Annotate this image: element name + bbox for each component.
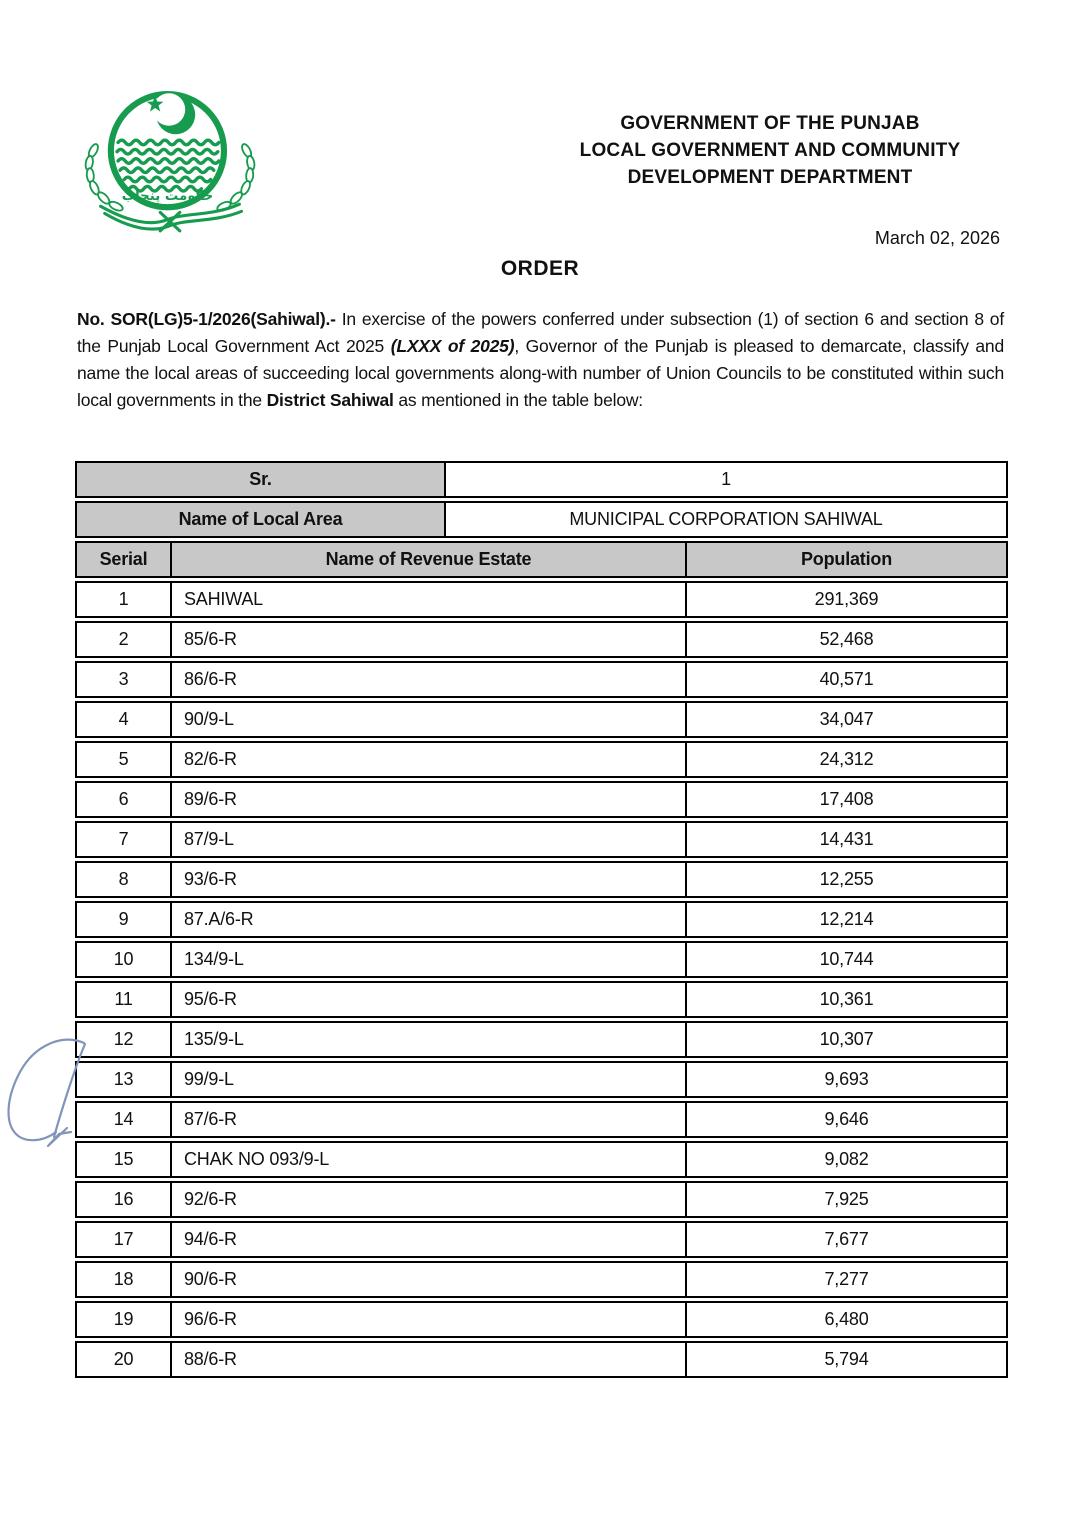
estate-cell: 92/6-R (170, 1181, 685, 1218)
estate-column-header: Name of Revenue Estate (170, 541, 685, 578)
estate-cell: 82/6-R (170, 741, 685, 778)
serial-cell: 16 (75, 1181, 170, 1218)
serial-column-header: Serial (75, 541, 170, 578)
population-cell: 14,431 (685, 821, 1008, 858)
estate-cell: 95/6-R (170, 981, 685, 1018)
estate-cell: 134/9-L (170, 941, 685, 978)
paragraph-text: , Governor of the Punjab is pleased to demarcate, classify and name the local areas of succeeding local governments along-with number of Union Councils to be constituted within such local governments in the (77, 336, 1004, 410)
population-cell: 9,693 (685, 1061, 1008, 1098)
table-row (75, 1301, 1008, 1338)
paragraph-text: as mentioned in the table below: (393, 390, 643, 410)
serial-cell: 4 (75, 701, 170, 738)
population-column-header: Population (685, 541, 1008, 578)
estate-cell: CHAK NO 093/9-L (170, 1141, 685, 1178)
serial-cell: 3 (75, 661, 170, 698)
estate-cell: 135/9-L (170, 1021, 685, 1058)
population-cell: 291,369 (685, 581, 1008, 618)
table-row (75, 741, 1008, 778)
table-header-row (75, 541, 1008, 578)
department-name-line: GOVERNMENT OF THE PUNJAB (620, 113, 920, 134)
population-cell: 7,277 (685, 1261, 1008, 1298)
estate-cell: 85/6-R (170, 621, 685, 658)
revenue-table-head (75, 541, 1008, 578)
table-row (75, 821, 1008, 858)
serial-cell: 5 (75, 741, 170, 778)
paragraph-text: In exercise of the powers conferred under subsection (1) of section 6 and section 8 of the Punjab Local Government Act 2025 (77, 309, 1004, 356)
order-title: ORDER (500, 257, 580, 280)
estate-cell: 90/6-R (170, 1261, 685, 1298)
estate-cell: 87.A/6-R (170, 901, 685, 938)
population-cell: 10,307 (685, 1021, 1008, 1058)
serial-cell: 9 (75, 901, 170, 938)
population-cell: 12,214 (685, 901, 1008, 938)
table-row (75, 861, 1008, 898)
serial-cell: 12 (75, 1021, 170, 1058)
table-row (75, 1141, 1008, 1178)
local-area-value-cell: MUNICIPAL CORPORATION SAHIWAL (444, 501, 1008, 538)
river-waves-icon (117, 140, 219, 191)
order-paragraph (77, 306, 1004, 414)
serial-cell: 8 (75, 861, 170, 898)
serial-cell: 7 (75, 821, 170, 858)
table-row (75, 781, 1008, 818)
table-row (75, 661, 1008, 698)
serial-cell: 1 (75, 581, 170, 618)
estate-cell: 94/6-R (170, 1221, 685, 1258)
local-area-table (75, 458, 1008, 1381)
serial-cell: 17 (75, 1221, 170, 1258)
table-row (75, 621, 1008, 658)
serial-cell: 15 (75, 1141, 170, 1178)
population-cell: 5,794 (685, 1341, 1008, 1378)
table-row (75, 1101, 1008, 1138)
act-citation: (LXXX of 2025) (390, 336, 515, 356)
table-row (75, 1061, 1008, 1098)
logo-urdu-caption: حکومت پنجاب (121, 189, 214, 205)
table-row (75, 941, 1008, 978)
population-cell: 10,361 (685, 981, 1008, 1018)
population-cell: 17,408 (685, 781, 1008, 818)
revenue-table-body (75, 581, 1008, 1378)
estate-cell: 90/9-L (170, 701, 685, 738)
local-area-meta-table (75, 458, 1008, 541)
population-cell: 9,082 (685, 1141, 1008, 1178)
estate-cell: 86/6-R (170, 661, 685, 698)
table-row (75, 1341, 1008, 1378)
serial-cell: 2 (75, 621, 170, 658)
revenue-estate-table (75, 538, 1008, 1381)
population-cell: 6,480 (685, 1301, 1008, 1338)
estate-cell: 99/9-L (170, 1061, 685, 1098)
serial-cell: 6 (75, 781, 170, 818)
department-name-block (540, 110, 1000, 191)
table-row (75, 901, 1008, 938)
document-date: March 02, 2026 (874, 228, 1000, 248)
estate-cell: 96/6-R (170, 1301, 685, 1338)
population-cell: 40,571 (685, 661, 1008, 698)
table-row (75, 1221, 1008, 1258)
table-row (75, 981, 1008, 1018)
estate-cell: 89/6-R (170, 781, 685, 818)
serial-cell: 20 (75, 1341, 170, 1378)
serial-cell: 11 (75, 981, 170, 1018)
serial-cell: 13 (75, 1061, 170, 1098)
estate-cell: 87/6-R (170, 1101, 685, 1138)
table-row (75, 1021, 1008, 1058)
population-cell: 7,925 (685, 1181, 1008, 1218)
sr-value-cell: 1 (444, 461, 1008, 498)
punjab-government-emblem-logo (80, 84, 260, 240)
serial-cell: 18 (75, 1261, 170, 1298)
sr-label-cell: Sr. (75, 461, 444, 498)
serial-cell: 19 (75, 1301, 170, 1338)
population-cell: 7,677 (685, 1221, 1008, 1258)
district-name: District Sahiwal (266, 390, 394, 410)
table-row (75, 1181, 1008, 1218)
pen-mark-annotation (0, 1020, 120, 1180)
estate-cell: 93/6-R (170, 861, 685, 898)
population-cell: 10,744 (685, 941, 1008, 978)
estate-cell: 87/9-L (170, 821, 685, 858)
department-name-line: DEVELOPMENT DEPARTMENT (627, 167, 913, 188)
serial-cell: 10 (75, 941, 170, 978)
estate-cell: 88/6-R (170, 1341, 685, 1378)
department-name-line: LOCAL GOVERNMENT AND COMMUNITY (579, 140, 961, 161)
table-row (75, 1261, 1008, 1298)
serial-cell: 14 (75, 1101, 170, 1138)
population-cell: 52,468 (685, 621, 1008, 658)
table-row (75, 501, 1008, 538)
reference-number: No. SOR(LG)5-1/2026(Sahiwal).- (77, 309, 336, 329)
population-cell: 34,047 (685, 701, 1008, 738)
table-row (75, 701, 1008, 738)
population-cell: 9,646 (685, 1101, 1008, 1138)
estate-cell: SAHIWAL (170, 581, 685, 618)
local-area-label-cell: Name of Local Area (75, 501, 444, 538)
population-cell: 24,312 (685, 741, 1008, 778)
population-cell: 12,255 (685, 861, 1008, 898)
table-row (75, 581, 1008, 618)
table-row (75, 461, 1008, 498)
